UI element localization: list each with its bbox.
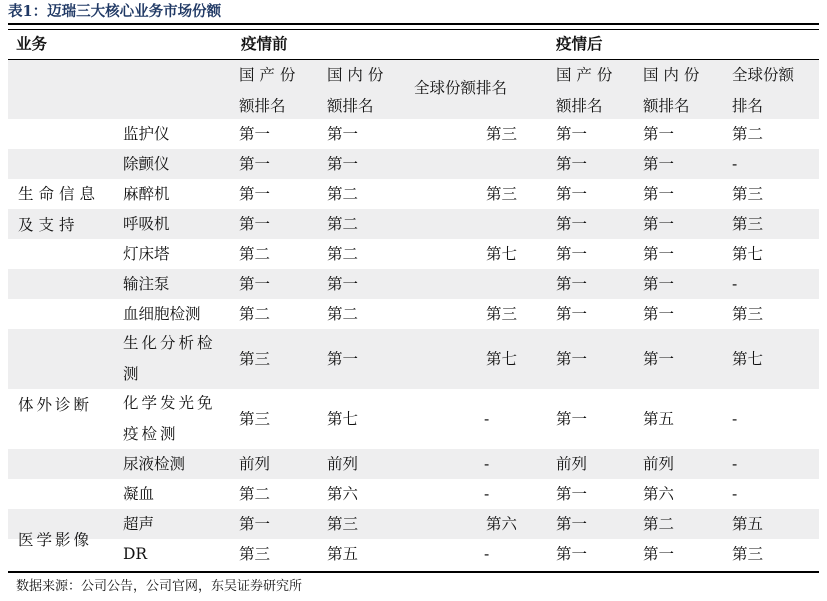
cell-after-2: 第一: [643, 275, 675, 293]
header-business: 业务: [16, 34, 48, 53]
group-imaging: 医学影像: [18, 531, 93, 549]
table-title: 表1：迈瑞三大核心业务市场份额: [8, 3, 222, 20]
cell-after-1: 第一: [556, 485, 588, 503]
cell-before-3: -: [484, 410, 490, 428]
product-label: 麻醉机: [123, 185, 170, 203]
cell-before-2: 第五: [327, 545, 359, 563]
cell-after-1: 第一: [556, 410, 588, 428]
cell-after-1: 前列: [556, 455, 588, 473]
header-before: 疫情前: [241, 34, 288, 53]
cell-before-1: 第一: [239, 125, 271, 143]
product-label: DR: [123, 545, 148, 563]
cell-after-1: 第一: [556, 185, 588, 203]
cell-after-1: 第一: [556, 245, 588, 263]
cell-before-2: 第一: [327, 350, 359, 368]
cell-before-3: -: [484, 485, 490, 503]
cell-before-2: 第二: [327, 245, 359, 263]
header-after: 疫情后: [556, 34, 603, 53]
source-note: 数据来源：公司公告，公司官网，东吴证券研究所: [16, 579, 303, 594]
cell-before-3: 第三: [486, 305, 518, 323]
cell-before-3: -: [484, 545, 490, 563]
cell-after-1: 第一: [556, 305, 588, 323]
product-label: 超声: [123, 515, 155, 533]
cell-after-2: 第一: [643, 215, 675, 233]
cell-before-3: -: [484, 455, 490, 473]
cell-before-2: 第一: [327, 275, 359, 293]
subheader-after-domestic: 国 内 份 额排名: [643, 66, 700, 115]
subheader-before-domestic-brand: 国 产 份 额排名: [239, 66, 296, 115]
product-label: 除颤仪: [123, 155, 170, 173]
cell-before-1: 前列: [239, 455, 271, 473]
cell-before-2: 第七: [327, 410, 359, 428]
product-label: 尿液检测: [123, 455, 186, 473]
cell-before-1: 第二: [239, 305, 271, 323]
cell-before-1: 第二: [239, 245, 271, 263]
cell-before-1: 第一: [239, 275, 271, 293]
cell-before-2: 第二: [327, 185, 359, 203]
cell-before-3: 第七: [486, 245, 518, 263]
cell-before-1: 第一: [239, 155, 271, 173]
cell-after-3: 第三: [732, 185, 764, 203]
cell-before-1: 第二: [239, 485, 271, 503]
cell-before-2: 第三: [327, 515, 359, 533]
product-label: 化学发光免 疫检测: [123, 394, 216, 443]
cell-after-3: 第三: [732, 305, 764, 323]
product-label: 灯床塔: [123, 245, 170, 263]
cell-after-3: -: [732, 275, 738, 293]
cell-before-2: 第二: [327, 305, 359, 323]
cell-before-1: 第三: [239, 350, 271, 368]
product-label: 输注泵: [123, 275, 170, 293]
cell-before-1: 第一: [239, 185, 271, 203]
product-label: 监护仪: [123, 125, 170, 143]
cell-after-2: 第五: [643, 410, 675, 428]
cell-after-2: 第二: [643, 515, 675, 533]
cell-before-3: 第三: [486, 125, 518, 143]
cell-after-2: 第六: [643, 485, 675, 503]
cell-after-1: 第一: [556, 125, 588, 143]
cell-before-1: 第一: [239, 515, 271, 533]
cell-before-2: 第一: [327, 125, 359, 143]
cell-before-2: 第六: [327, 485, 359, 503]
cell-after-3: 第二: [732, 125, 764, 143]
cell-after-2: 第一: [643, 305, 675, 323]
cell-after-2: 第一: [643, 350, 675, 368]
cell-after-2: 第一: [643, 155, 675, 173]
cell-after-1: 第一: [556, 275, 588, 293]
cell-before-3: 第三: [486, 185, 518, 203]
cell-after-1: 第一: [556, 155, 588, 173]
subheader-before-domestic: 国 内 份 额排名: [327, 66, 384, 115]
title-rule: [8, 23, 819, 25]
cell-after-3: 第三: [732, 215, 764, 233]
cell-after-1: 第一: [556, 350, 588, 368]
group-life-support: 生命信息 及支持: [18, 185, 101, 234]
subheader-after-global: 全球份额 排名: [732, 66, 795, 115]
group-ivd: 体外诊断: [18, 396, 93, 414]
cell-after-3: 第三: [732, 545, 764, 563]
cell-before-3: 第七: [486, 350, 518, 368]
cell-before-1: 第三: [239, 410, 271, 428]
cell-before-2: 第一: [327, 155, 359, 173]
cell-after-1: 第一: [556, 545, 588, 563]
cell-after-3: 第七: [732, 245, 764, 263]
product-label: 血细胞检测: [123, 305, 201, 323]
cell-after-3: -: [732, 155, 738, 173]
cell-after-2: 第一: [643, 125, 675, 143]
cell-after-2: 第一: [643, 245, 675, 263]
cell-before-2: 前列: [327, 455, 359, 473]
table-bottom-rule: [8, 571, 819, 573]
cell-after-1: 第一: [556, 215, 588, 233]
cell-before-1: 第一: [239, 215, 271, 233]
subheader-before-global: 全球份额排名: [414, 79, 508, 97]
cell-after-3: -: [732, 410, 738, 428]
product-label: 呼吸机: [123, 215, 170, 233]
subheader-after-domestic-brand: 国 产 份 额排名: [556, 66, 613, 115]
cell-after-3: -: [732, 485, 738, 503]
cell-after-3: -: [732, 455, 738, 473]
cell-after-2: 前列: [643, 455, 675, 473]
table-top-rule: [8, 29, 819, 30]
cell-before-1: 第三: [239, 545, 271, 563]
cell-before-3: 第六: [486, 515, 518, 533]
cell-after-2: 第一: [643, 185, 675, 203]
cell-before-2: 第二: [327, 215, 359, 233]
product-label: 生化分析检 测: [123, 334, 216, 383]
cell-after-3: 第七: [732, 350, 764, 368]
cell-after-3: 第五: [732, 515, 764, 533]
cell-after-1: 第一: [556, 515, 588, 533]
product-label: 凝血: [123, 485, 155, 503]
cell-after-2: 第一: [643, 545, 675, 563]
